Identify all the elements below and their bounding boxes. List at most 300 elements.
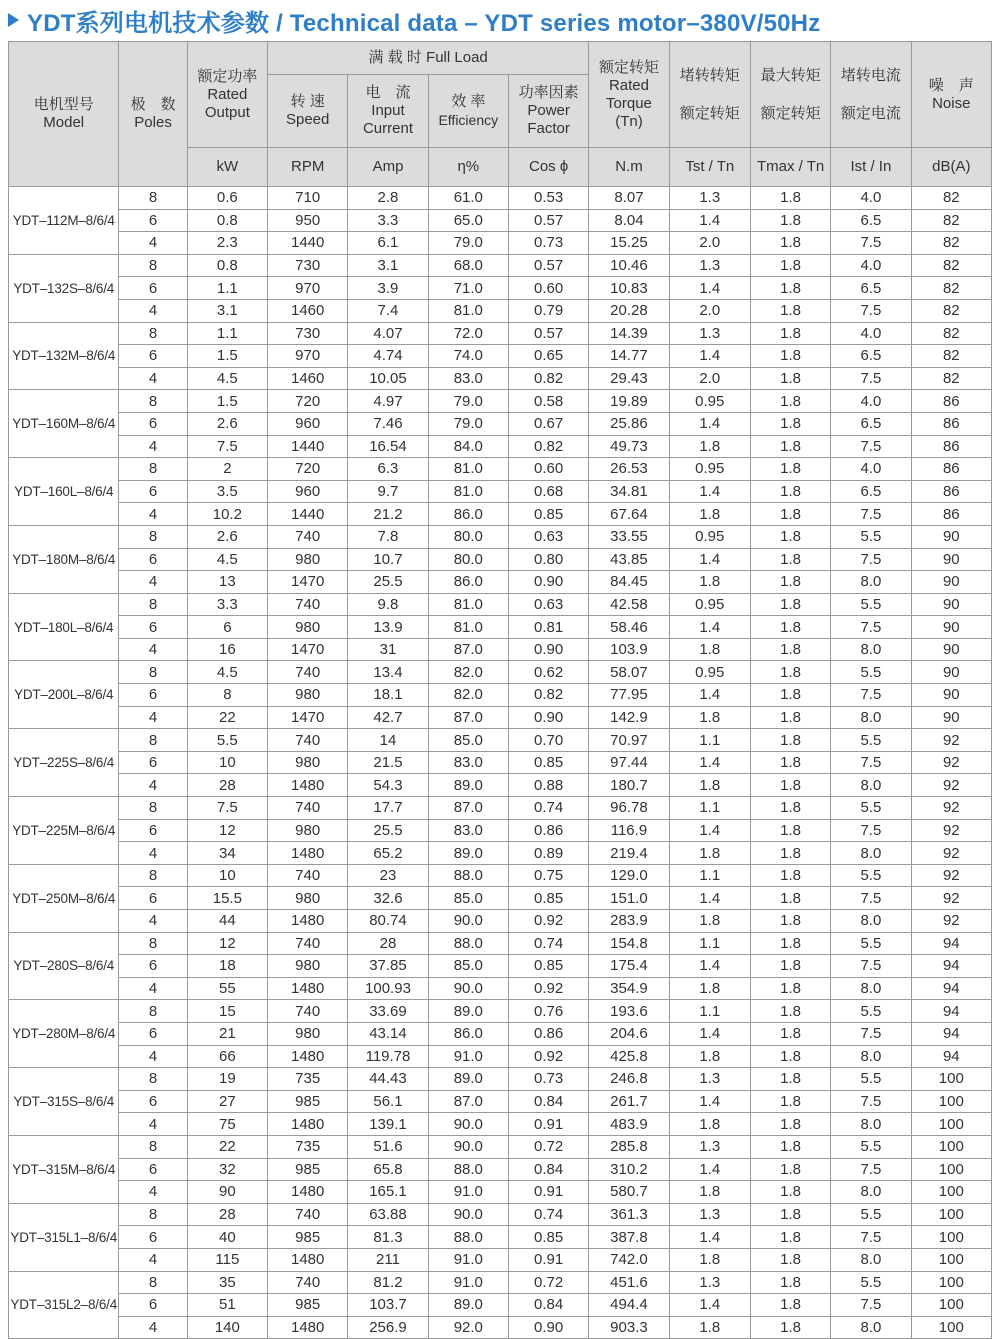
cell-speed-rpm: 985 [268,1226,348,1249]
cell-current-amp: 3.1 [348,254,428,277]
cell-tmax-tn: 1.8 [750,864,830,887]
table-row [9,1294,992,1317]
cell-speed-rpm: 740 [268,729,348,752]
table-row [9,503,992,526]
cell-poles: 8 [119,390,187,413]
cell-output-kw: 15 [187,1000,267,1023]
cell-power-factor: 0.91 [508,1113,588,1136]
cell-rated-torque: 84.45 [589,571,669,594]
cell-power-factor: 0.84 [508,1294,588,1317]
cell-tst-tn: 1.4 [669,751,750,774]
cell-efficiency: 83.0 [428,819,508,842]
header-max-torque-ratio: 最大转矩 额定转矩 [750,42,830,148]
cell-output-kw: 8 [187,684,267,707]
cell-current-amp: 51.6 [348,1135,428,1158]
cell-speed-rpm: 1480 [268,842,348,865]
cell-current-amp: 65.2 [348,842,428,865]
cell-efficiency: 86.0 [428,503,508,526]
table-row [9,1045,992,1068]
cell-tmax-tn: 1.8 [750,1271,830,1294]
cell-current-amp: 42.7 [348,706,428,729]
cell-power-factor: 0.80 [508,548,588,571]
cell-output-kw: 4.5 [187,548,267,571]
cell-rated-torque: 219.4 [589,842,669,865]
cell-tst-tn: 1.3 [669,1068,750,1091]
cell-efficiency: 81.0 [428,299,508,322]
cell-output-kw: 13 [187,571,267,594]
cell-current-amp: 9.7 [348,480,428,503]
cell-poles: 8 [119,525,187,548]
cell-rated-torque: 129.0 [589,864,669,887]
cell-noise-db: 86 [911,390,991,413]
unit-locked-current: Ist / In [831,148,911,187]
cell-tmax-tn: 1.8 [750,706,830,729]
cell-speed-rpm: 1480 [268,774,348,797]
cell-tst-tn: 1.3 [669,1135,750,1158]
cell-tst-tn: 1.8 [669,706,750,729]
cell-ist-in: 5.5 [831,864,911,887]
cell-poles: 6 [119,1022,187,1045]
cell-efficiency: 81.0 [428,458,508,481]
unit-speed: RPM [268,148,348,187]
cell-poles: 8 [119,254,187,277]
cell-ist-in: 8.0 [831,1045,911,1068]
unit-efficiency: η% [428,148,508,187]
cell-noise-db: 100 [911,1113,991,1136]
table-row [9,390,992,413]
cell-rated-torque: 77.95 [589,684,669,707]
page-title: YDT系列电机技术参数 / Technical data – YDT series motor–380V/50Hz [27,9,821,37]
cell-speed-rpm: 1480 [268,910,348,933]
cell-tmax-tn: 1.8 [750,232,830,255]
cell-poles: 4 [119,1045,187,1068]
cell-current-amp: 21.5 [348,751,428,774]
cell-ist-in: 8.0 [831,910,911,933]
cell-poles: 6 [119,1090,187,1113]
cell-noise-db: 92 [911,887,991,910]
table-row [9,1203,992,1226]
cell-tst-tn: 1.3 [669,254,750,277]
cell-ist-in: 7.5 [831,887,911,910]
cell-output-kw: 10.2 [187,503,267,526]
cell-poles: 4 [119,299,187,322]
table-row [9,345,992,368]
table-row [9,593,992,616]
cell-efficiency: 89.0 [428,1000,508,1023]
table-row [9,864,992,887]
cell-tst-tn: 1.8 [669,1248,750,1271]
cell-poles: 6 [119,548,187,571]
cell-noise-db: 90 [911,571,991,594]
cell-noise-db: 92 [911,729,991,752]
cell-output-kw: 10 [187,864,267,887]
table-row [9,435,992,458]
cell-output-kw: 4.5 [187,661,267,684]
cell-speed-rpm: 980 [268,616,348,639]
cell-speed-rpm: 740 [268,1000,348,1023]
cell-poles: 4 [119,1316,187,1339]
cell-tmax-tn: 1.8 [750,616,830,639]
cell-rated-torque: 193.6 [589,1000,669,1023]
table-row [9,977,992,1000]
cell-noise-db: 90 [911,593,991,616]
cell-efficiency: 65.0 [428,209,508,232]
cell-current-amp: 7.46 [348,412,428,435]
cell-power-factor: 0.57 [508,322,588,345]
cell-noise-db: 100 [911,1226,991,1249]
cell-noise-db: 82 [911,345,991,368]
cell-rated-torque: 116.9 [589,819,669,842]
table-row [9,209,992,232]
cell-efficiency: 88.0 [428,1226,508,1249]
cell-current-amp: 6.1 [348,232,428,255]
table-row [9,1316,992,1339]
cell-power-factor: 0.63 [508,525,588,548]
cell-speed-rpm: 980 [268,751,348,774]
cell-ist-in: 8.0 [831,1113,911,1136]
cell-rated-torque: 8.04 [589,209,669,232]
cell-noise-db: 94 [911,1045,991,1068]
cell-current-amp: 16.54 [348,435,428,458]
cell-poles: 4 [119,503,187,526]
cell-output-kw: 19 [187,1068,267,1091]
cell-model: YDT–250M–8/6/4 [9,864,119,932]
cell-ist-in: 5.5 [831,729,911,752]
table-row [9,480,992,503]
cell-ist-in: 7.5 [831,751,911,774]
cell-tst-tn: 0.95 [669,458,750,481]
cell-power-factor: 0.72 [508,1135,588,1158]
header-efficiency: 效 率 Efficiency [428,75,508,148]
cell-tmax-tn: 1.8 [750,1022,830,1045]
cell-tst-tn: 1.3 [669,322,750,345]
cell-rated-torque: 180.7 [589,774,669,797]
cell-noise-db: 92 [911,910,991,933]
cell-speed-rpm: 1440 [268,503,348,526]
cell-tmax-tn: 1.8 [750,729,830,752]
cell-power-factor: 0.90 [508,1316,588,1339]
cell-efficiency: 91.0 [428,1271,508,1294]
cell-current-amp: 28 [348,932,428,955]
cell-output-kw: 35 [187,1271,267,1294]
cell-rated-torque: 151.0 [589,887,669,910]
cell-power-factor: 0.90 [508,638,588,661]
cell-noise-db: 100 [911,1294,991,1317]
cell-output-kw: 22 [187,1135,267,1158]
cell-tmax-tn: 1.8 [750,842,830,865]
cell-ist-in: 7.5 [831,232,911,255]
table-row [9,661,992,684]
cell-tst-tn: 1.1 [669,864,750,887]
cell-noise-db: 92 [911,819,991,842]
table-row [9,322,992,345]
table-row [9,458,992,481]
title-arrow-icon [8,13,19,27]
cell-rated-torque: 14.39 [589,322,669,345]
cell-speed-rpm: 740 [268,932,348,955]
cell-rated-torque: 903.3 [589,1316,669,1339]
cell-ist-in: 5.5 [831,1000,911,1023]
cell-output-kw: 3.1 [187,299,267,322]
cell-power-factor: 0.70 [508,729,588,752]
table-row [9,1271,992,1294]
cell-noise-db: 94 [911,1022,991,1045]
cell-model: YDT–280M–8/6/4 [9,1000,119,1068]
table-row [9,412,992,435]
cell-output-kw: 21 [187,1022,267,1045]
cell-noise-db: 92 [911,751,991,774]
cell-ist-in: 6.5 [831,480,911,503]
cell-ist-in: 7.5 [831,503,911,526]
cell-tmax-tn: 1.8 [750,322,830,345]
cell-noise-db: 100 [911,1135,991,1158]
unit-torque: N.m [589,148,669,187]
cell-rated-torque: 742.0 [589,1248,669,1271]
cell-tst-tn: 1.4 [669,819,750,842]
header-locked-torque-ratio: 堵转转矩 额定转矩 [669,42,750,148]
cell-power-factor: 0.82 [508,684,588,707]
cell-rated-torque: 285.8 [589,1135,669,1158]
cell-ist-in: 5.5 [831,797,911,820]
cell-noise-db: 82 [911,322,991,345]
cell-efficiency: 91.0 [428,1045,508,1068]
cell-poles: 8 [119,593,187,616]
cell-speed-rpm: 740 [268,525,348,548]
cell-output-kw: 115 [187,1248,267,1271]
cell-output-kw: 7.5 [187,797,267,820]
cell-tmax-tn: 1.8 [750,819,830,842]
cell-tmax-tn: 1.8 [750,1294,830,1317]
cell-output-kw: 44 [187,910,267,933]
cell-efficiency: 81.0 [428,616,508,639]
cell-noise-db: 100 [911,1068,991,1091]
table-row [9,684,992,707]
cell-output-kw: 1.5 [187,390,267,413]
cell-current-amp: 10.05 [348,367,428,390]
cell-poles: 8 [119,1000,187,1023]
cell-current-amp: 4.74 [348,345,428,368]
cell-tmax-tn: 1.8 [750,977,830,1000]
cell-output-kw: 3.5 [187,480,267,503]
header-output: 额定功率 Rated Output [187,42,267,148]
cell-speed-rpm: 970 [268,277,348,300]
cell-current-amp: 43.14 [348,1022,428,1045]
cell-current-amp: 65.8 [348,1158,428,1181]
cell-ist-in: 7.5 [831,1294,911,1317]
cell-noise-db: 90 [911,684,991,707]
cell-model: YDT–315S–8/6/4 [9,1068,119,1136]
cell-tst-tn: 1.4 [669,277,750,300]
cell-speed-rpm: 1470 [268,571,348,594]
cell-tmax-tn: 1.8 [750,797,830,820]
cell-tst-tn: 1.4 [669,548,750,571]
cell-power-factor: 0.67 [508,412,588,435]
cell-speed-rpm: 980 [268,684,348,707]
cell-model: YDT–225M–8/6/4 [9,797,119,865]
cell-noise-db: 92 [911,774,991,797]
cell-poles: 6 [119,1294,187,1317]
cell-poles: 6 [119,887,187,910]
unit-power-factor: Cos ϕ [508,148,588,187]
cell-poles: 4 [119,977,187,1000]
cell-tst-tn: 1.8 [669,774,750,797]
cell-ist-in: 6.5 [831,277,911,300]
cell-ist-in: 8.0 [831,1181,911,1204]
cell-current-amp: 21.2 [348,503,428,526]
cell-ist-in: 5.5 [831,1203,911,1226]
cell-output-kw: 12 [187,819,267,842]
cell-current-amp: 18.1 [348,684,428,707]
cell-model: YDT–132M–8/6/4 [9,322,119,390]
cell-poles: 4 [119,638,187,661]
cell-ist-in: 7.5 [831,1226,911,1249]
cell-poles: 8 [119,1068,187,1091]
cell-ist-in: 7.5 [831,955,911,978]
cell-noise-db: 82 [911,254,991,277]
cell-tst-tn: 1.4 [669,684,750,707]
cell-tst-tn: 2.0 [669,232,750,255]
cell-current-amp: 13.4 [348,661,428,684]
cell-noise-db: 86 [911,435,991,458]
cell-tst-tn: 1.8 [669,977,750,1000]
cell-efficiency: 88.0 [428,864,508,887]
cell-poles: 6 [119,1226,187,1249]
table-row [9,797,992,820]
cell-poles: 6 [119,277,187,300]
table-body [9,187,992,1339]
cell-speed-rpm: 1480 [268,1316,348,1339]
cell-noise-db: 90 [911,616,991,639]
cell-output-kw: 90 [187,1181,267,1204]
cell-efficiency: 81.0 [428,480,508,503]
table-row [9,299,992,322]
cell-speed-rpm: 1440 [268,232,348,255]
cell-poles: 4 [119,232,187,255]
cell-noise-db: 82 [911,232,991,255]
unit-noise: dB(A) [911,148,991,187]
cell-current-amp: 3.3 [348,209,428,232]
cell-rated-torque: 451.6 [589,1271,669,1294]
cell-efficiency: 89.0 [428,842,508,865]
cell-tst-tn: 1.1 [669,1000,750,1023]
header-noise: 噪 声 Noise [911,42,991,148]
cell-current-amp: 33.69 [348,1000,428,1023]
cell-tst-tn: 1.8 [669,503,750,526]
cell-power-factor: 0.92 [508,977,588,1000]
cell-poles: 4 [119,1181,187,1204]
cell-poles: 6 [119,345,187,368]
cell-speed-rpm: 980 [268,887,348,910]
cell-power-factor: 0.82 [508,435,588,458]
table-row [9,1158,992,1181]
cell-efficiency: 85.0 [428,955,508,978]
cell-rated-torque: 19.89 [589,390,669,413]
cell-efficiency: 80.0 [428,548,508,571]
cell-ist-in: 5.5 [831,1271,911,1294]
cell-ist-in: 7.5 [831,367,911,390]
cell-output-kw: 1.1 [187,322,267,345]
cell-ist-in: 5.5 [831,593,911,616]
cell-model: YDT–160M–8/6/4 [9,390,119,458]
cell-noise-db: 92 [911,864,991,887]
cell-power-factor: 0.60 [508,277,588,300]
cell-output-kw: 0.8 [187,254,267,277]
cell-rated-torque: 142.9 [589,706,669,729]
cell-efficiency: 89.0 [428,774,508,797]
cell-poles: 6 [119,412,187,435]
cell-noise-db: 92 [911,797,991,820]
cell-tst-tn: 1.3 [669,1271,750,1294]
cell-model: YDT–315M–8/6/4 [9,1135,119,1203]
cell-rated-torque: 8.07 [589,187,669,210]
table-row [9,638,992,661]
cell-poles: 6 [119,684,187,707]
cell-tst-tn: 1.8 [669,571,750,594]
cell-poles: 8 [119,322,187,345]
cell-tmax-tn: 1.8 [750,209,830,232]
cell-noise-db: 90 [911,525,991,548]
cell-tmax-tn: 1.8 [750,910,830,933]
cell-output-kw: 7.5 [187,435,267,458]
cell-speed-rpm: 980 [268,819,348,842]
cell-power-factor: 0.92 [508,1045,588,1068]
cell-ist-in: 8.0 [831,706,911,729]
table-row [9,616,992,639]
cell-tst-tn: 1.3 [669,1203,750,1226]
cell-efficiency: 82.0 [428,661,508,684]
cell-noise-db: 100 [911,1203,991,1226]
cell-power-factor: 0.74 [508,1203,588,1226]
cell-ist-in: 8.0 [831,977,911,1000]
cell-output-kw: 6 [187,616,267,639]
cell-current-amp: 32.6 [348,887,428,910]
cell-rated-torque: 154.8 [589,932,669,955]
unit-max-torque: Tmax / Tn [750,148,830,187]
cell-model: YDT–315L1–8/6/4 [9,1203,119,1271]
cell-speed-rpm: 735 [268,1135,348,1158]
cell-rated-torque: 494.4 [589,1294,669,1317]
cell-rated-torque: 483.9 [589,1113,669,1136]
cell-power-factor: 0.85 [508,1226,588,1249]
cell-poles: 8 [119,661,187,684]
table-row [9,571,992,594]
cell-tmax-tn: 1.8 [750,571,830,594]
cell-efficiency: 87.0 [428,706,508,729]
cell-tst-tn: 1.8 [669,1113,750,1136]
cell-poles: 8 [119,932,187,955]
cell-current-amp: 80.74 [348,910,428,933]
cell-ist-in: 4.0 [831,322,911,345]
cell-output-kw: 2.6 [187,525,267,548]
cell-speed-rpm: 740 [268,1203,348,1226]
cell-noise-db: 100 [911,1316,991,1339]
cell-speed-rpm: 1470 [268,706,348,729]
cell-efficiency: 88.0 [428,932,508,955]
cell-noise-db: 86 [911,458,991,481]
cell-speed-rpm: 740 [268,797,348,820]
cell-efficiency: 86.0 [428,571,508,594]
cell-speed-rpm: 710 [268,187,348,210]
cell-current-amp: 44.43 [348,1068,428,1091]
cell-current-amp: 81.3 [348,1226,428,1249]
cell-rated-torque: 58.46 [589,616,669,639]
cell-noise-db: 90 [911,638,991,661]
cell-rated-torque: 10.83 [589,277,669,300]
table-row [9,525,992,548]
cell-model: YDT–280S–8/6/4 [9,932,119,1000]
cell-speed-rpm: 735 [268,1068,348,1091]
cell-current-amp: 3.9 [348,277,428,300]
